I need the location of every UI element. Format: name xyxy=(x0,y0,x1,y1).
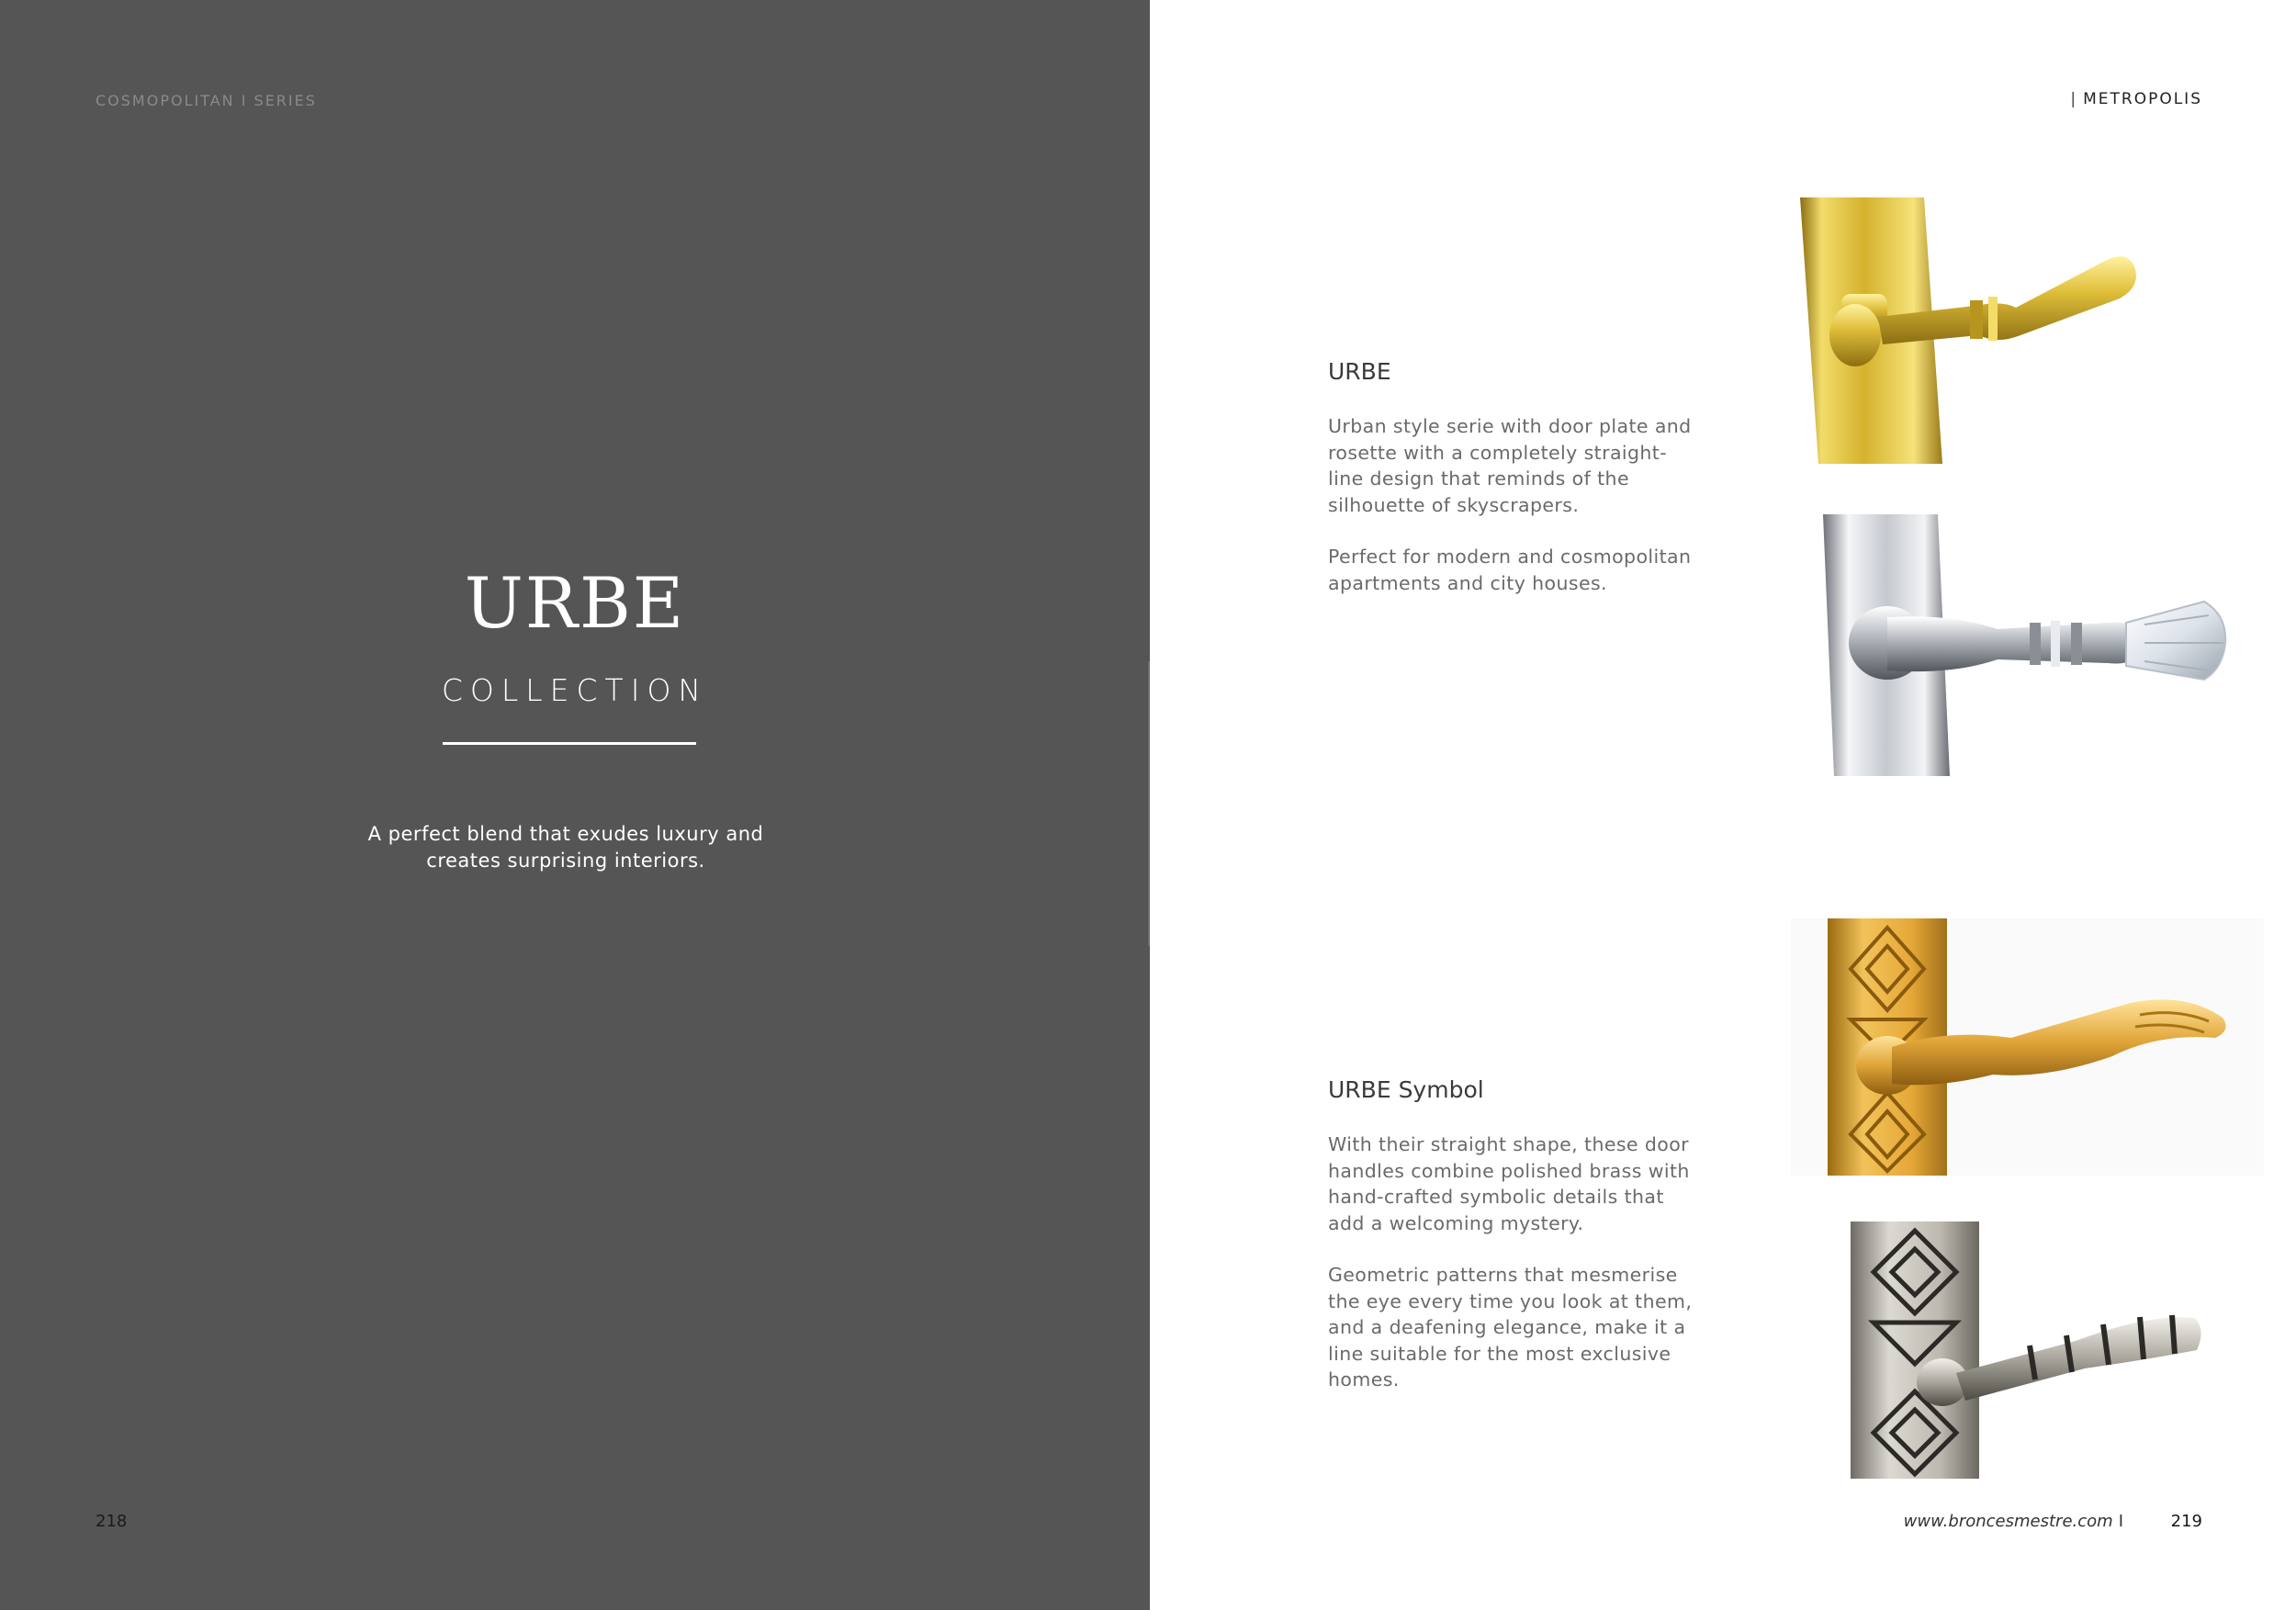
section-label xyxy=(2070,90,2202,108)
page-number-left: 218 xyxy=(96,1512,128,1531)
gold-door-handle-icon xyxy=(1791,197,2177,464)
section-label-text: METROPOLIS xyxy=(2083,90,2202,108)
product-description-urbe-symbol xyxy=(1328,1132,1695,1419)
product-paragraph: Perfect for modern and cosmopolitan apartments and city houses. xyxy=(1328,546,1692,594)
nickel-symbol-door-handle-icon xyxy=(1846,1222,2213,1479)
page-number-right: 219 xyxy=(2170,1512,2202,1531)
series-label: COSMOPOLITAN I SERIES xyxy=(96,92,317,109)
gold-symbol-door-handle-icon xyxy=(1791,918,2268,1176)
product-paragraph: Geometric patterns that mesmerise the eye every time you look at them, and a deafening elegance, make it a line suitable for the most exclusive homes. xyxy=(1328,1264,1693,1390)
collection-tagline: A perfect blend that exudes luxury and creates surprising interiors. xyxy=(367,823,764,872)
section-label-bar: | xyxy=(2070,90,2077,108)
footer-website xyxy=(1904,1512,2123,1531)
website-link[interactable]: www.broncesmestre.com xyxy=(1903,1512,2113,1531)
title-divider xyxy=(443,742,696,745)
collection-title: URBE xyxy=(464,562,686,644)
product-paragraph: With their straight shape, these door handles combine polished brass with hand-crafted symbolic details that add a welcoming mystery. xyxy=(1328,1133,1690,1234)
product-description-urbe xyxy=(1328,413,1695,622)
footer-separator: I xyxy=(2118,1512,2123,1531)
product-title-urbe-symbol: URBE Symbol xyxy=(1328,1076,1484,1103)
product-paragraph: Urban style serie with door plate and rosette with a completely straight-line design that reminds of the silhouette of skyscrapers. xyxy=(1328,415,1692,516)
collection-subtitle: COLLECTION xyxy=(441,672,709,708)
product-title-urbe: URBE xyxy=(1328,358,1391,385)
chrome-crystal-door-handle-icon xyxy=(1814,514,2236,776)
